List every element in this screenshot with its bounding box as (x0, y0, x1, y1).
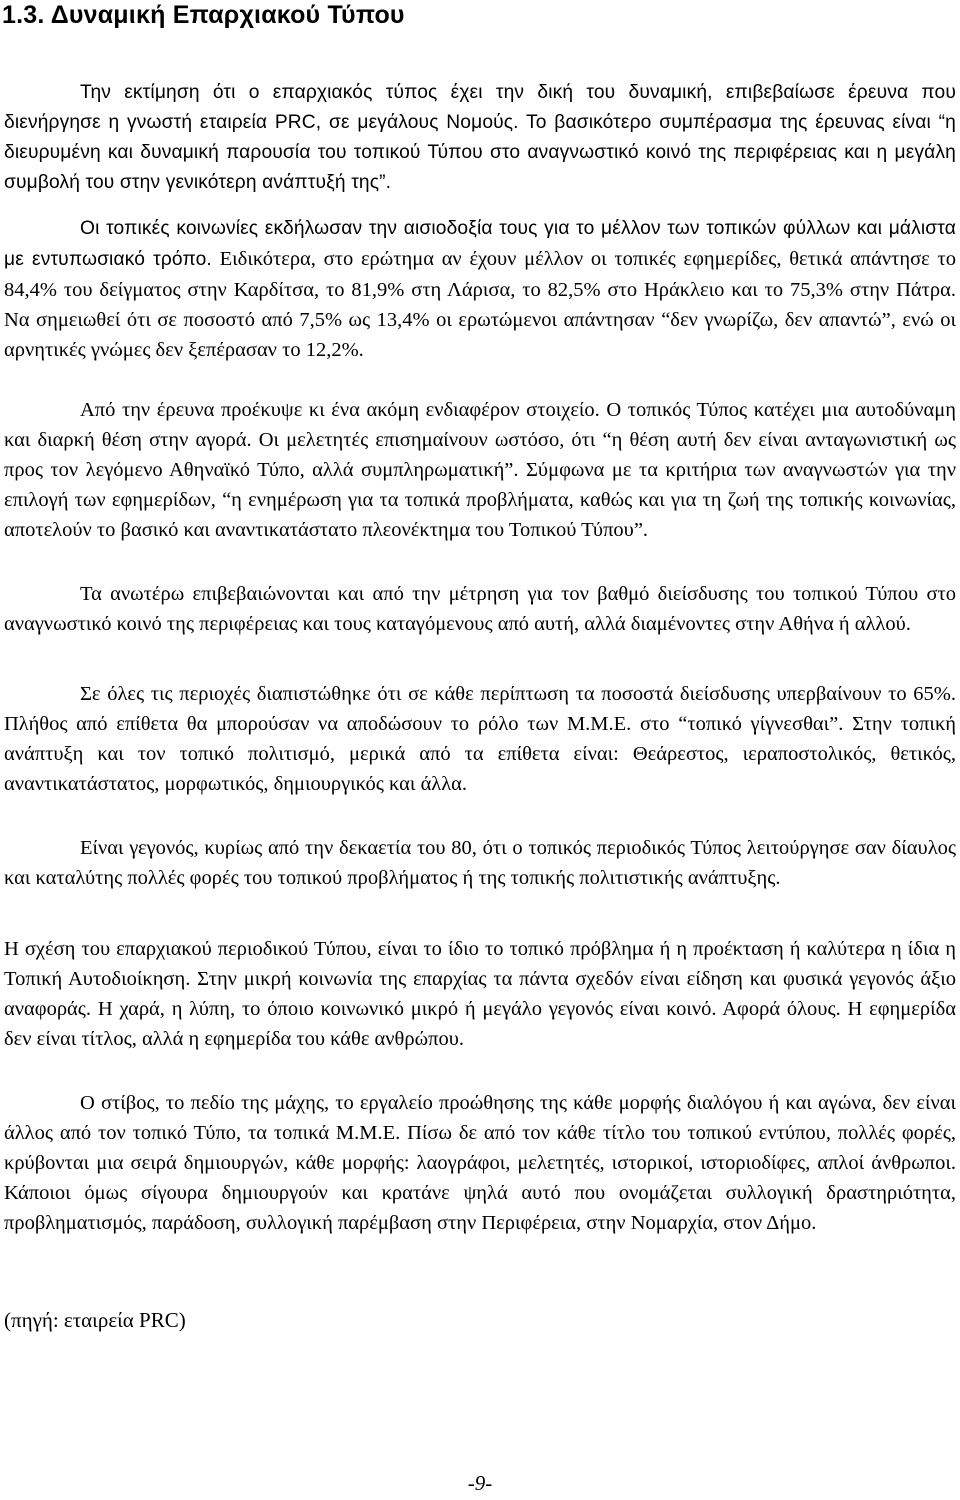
paragraph-5: Σε όλες τις περιοχές διαπιστώθηκε ότι σε κάθε περίπτωση τα ποσοστά διείσδυσης υπερβαίνουν το 65%. Πλήθος από επίθετα θα μπορούσαν να αποδώσουν το ρόλο των Μ.Μ.Ε. στο “τοπικό γίγνεσθαι”. Στην τοπική ανάπτυξη και τον τοπικό πολιτισμό, μερικά από τα επίθετα είναι: Θεάρεστος, ιεραποστολικός, θετικός, αναντικατάστατος, μορφωτικός, δημιουργικός και άλλα. (4, 683, 956, 795)
paragraph-2 (4, 213, 956, 365)
section-title: 1.3. Δυναμική Επαρχιακού Τύπου (2, 1, 405, 29)
paragraph-4: Τα ανωτέρω επιβεβαιώνονται και από την μέτρηση για τον βαθμό διείσδυσης του τοπικού Τύπου στο αναγνωστικό κοινό της περιφέρειας και τους καταγόμενους από αυτή, αλλά διαμένοντες στην Αθήνα ή αλλού. (4, 583, 956, 635)
paragraph-3: Από την έρευνα προέκυψε κι ένα ακόμη ενδιαφέρον στοιχείο. Ο τοπικός Τύπος κατέχει μια αυτοδύναμη και διαρκή θέση στην αγορά. Οι μελετητές επισημαίνουν ωστόσο, ότι “η θέση αυτή δεν είναι ανταγωνιστική ως προς τον λεγόμενο Αθηναϊκό Τύπο, αλλά συμπληρωματική”. Σύμφωνα με τα κριτήρια των αναγνωστών για την επιλογή των εφημερίδων, “η ενημέρωση για τα τοπικά προβλήματα, καθώς και για τη ζωή της τοπικής κοινωνίας, αποτελούν το βασικό και αναντικατάστατο πλεονέκτημα του Τοπικού Τύπου”. (4, 399, 956, 541)
source-note: (πηγή: εταιρεία PRC) (4, 1308, 186, 1332)
paragraph-6: Είναι γεγονός, κυρίως από την δεκαετία του 80, ότι ο τοπικός περιοδικός Τύπος λειτούργησε σαν δίαυλος και καταλύτης πολλές φορές του τοπικού προβλήματος ή της τοπικής πολιτιστικής ανάπτυξης. (4, 837, 956, 889)
paragraph-8: Ο στίβος, το πεδίο της μάχης, το εργαλείο προώθησης της κάθε μορφής διαλόγου ή και αγώνα, δεν είναι άλλος από τον τοπικό Τύπο, τα τοπικά Μ.Μ.Ε. Πίσω δε από τον κάθε τίτλο του τοπικού εντύπου, πολλές φορές, κρύβονται μια σειρά δημιουργών, κάθε μορφής: λαογράφοι, μελετητές, ιστορικοί, ιστοριοδίφες, απλοί άνθρωποι. Κάποιοι όμως σίγουρα δημιουργούν και κρατάνε ψηλά αυτό που ονομάζεται συλλογική δραστηριότητα, προβληματισμός, παράδοση, συλλογική παρέμβαση στην Περιφέρεια, στην Νομαρχία, στον Δήμο. (4, 1092, 956, 1234)
paragraph-2-body: Ειδικότερα, στο ερώτημα αν έχουν μέλλον οι τοπικές εφημερίδες, θετικά απάντησε το 84,4% του δείγματος στην Καρδίτσα, το 81,9% στη Λάρισα, το 82,5% στο Ηράκλειο και το 75,3% στην Πάτρα. Να σημειωθεί ότι σε ποσοστό από 7,5% ως 13,4% οι ερωτώμενοι απάντησαν “δεν γνωρίζω, δεν απαντώ”, ενώ οι αρνητικές γνώμες δεν ξεπέρασαν το 12,2%. (4, 248, 956, 361)
page-number: -9- (467, 1471, 493, 1495)
paragraph-7: Η σχέση του επαρχιακού περιοδικού Τύπου, είναι το ίδιο το τοπικό πρόβλημα ή η προέκταση ή καλύτερα η ίδια η Τοπική Αυτοδιοίκηση. Στην μικρή κοινωνία της επαρχίας τα πάντα σχεδόν είναι είδηση και φυσικά γεγονός άξιο αναφοράς. Η χαρά, η λύπη, το όποιο κοινωνικό μικρό ή μεγάλο γεγονός είναι κοινό. Αφορά όλους. Η εφημερίδα δεν είναι τίτλος, αλλά η εφημερίδα του κάθε ανθρώπου. (4, 938, 956, 1050)
paragraph-1: Την εκτίμηση ότι ο επαρχιακός τύπος έχει την δική του δυναμική, επιβεβαίωσε έρευνα που διενήργησε η γνωστή εταιρεία PRC, σε μεγάλους Νομούς. Το βασικότερο συμπέρασμα της έρευνας είναι “η διευρυμένη και δυναμική παρουσία του τοπικού Τύπου στο αναγνωστικό κοινό της περιφέρειας και η μεγάλη συμβολή του στην γενικότερη ανάπτυξή της”. (4, 82, 956, 193)
paragraph-2-lead: Οι τοπικές κοινωνίες εκδήλωσαν την αισιοδοξία τους για το μέλλον των τοπικών φύλλων και μάλιστα με εντυπωσιακό τρόπο. (4, 218, 956, 270)
